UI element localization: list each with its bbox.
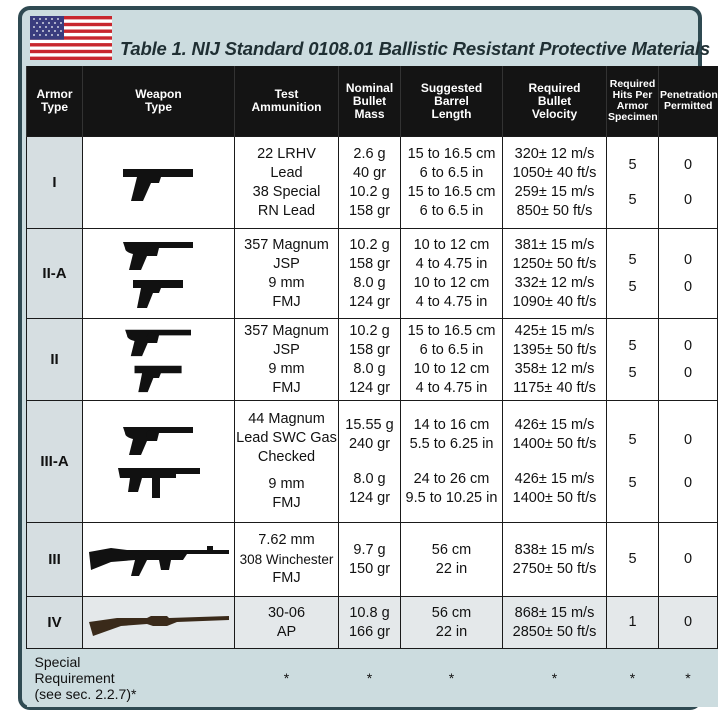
velocity-cell: 320± 12 m/s 1050± 40 ft/s 259± 15 m/s 850± 50 ft/s xyxy=(503,137,607,229)
special-mark: * xyxy=(401,649,503,707)
header-weapon-type: Weapon Type xyxy=(83,66,235,137)
us-flag-icon xyxy=(30,16,112,60)
table-row-type-i xyxy=(27,137,718,229)
armor-type-cell: III xyxy=(27,523,83,597)
hits-cell: 5 5 xyxy=(607,401,659,523)
hits-cell: 1 xyxy=(607,597,659,649)
header-penetrations-permitted: Penetrations Permitted xyxy=(659,66,718,137)
armor-type-cell: II xyxy=(27,319,83,401)
table-row-type-iii-a xyxy=(27,401,718,523)
hits-cell: 5 xyxy=(607,523,659,597)
velocity-cell: 426± 15 m/s 1400± 50 ft/s 426± 15 m/s 1400± 50 ft/s xyxy=(503,401,607,523)
header-bullet-mass: Nominal Bullet Mass xyxy=(339,66,401,137)
header-row xyxy=(27,66,718,137)
armor-type-cell: I xyxy=(27,137,83,229)
table-frame xyxy=(18,6,724,710)
mass-cell: 10.2 g 158 gr 8.0 g 124 gr xyxy=(339,319,401,401)
penetrations-cell: 0 0 xyxy=(659,401,718,523)
weapon-type-cell xyxy=(83,401,235,523)
velocity-cell: 868± 15 m/s 2850± 50 ft/s xyxy=(503,597,607,649)
revolver-icon xyxy=(121,326,197,358)
barrel-cell: 15 to 16.5 cm 6 to 6.5 in 15 to 16.5 cm 6 to 6.5 in xyxy=(401,137,503,229)
armor-type-cell: IV xyxy=(27,597,83,649)
special-mark: * xyxy=(607,649,659,707)
ammo-cell: 30-06 AP xyxy=(235,597,339,649)
ammo-cell: 7.62 mm 308 Winchester FMJ xyxy=(235,523,339,597)
penetrations-cell: 0 0 xyxy=(659,229,718,319)
weapon-type-cell xyxy=(83,137,235,229)
table-row-type-ii xyxy=(27,319,718,401)
special-mark: * xyxy=(659,649,718,707)
special-mark: * xyxy=(235,649,339,707)
pistol-icon xyxy=(131,276,187,310)
weapon-type-cell xyxy=(83,229,235,319)
mass-cell: 10.2 g 158 gr 8.0 g 124 gr xyxy=(339,229,401,319)
header-bullet-velocity: Required Bullet Velocity xyxy=(503,66,607,137)
penetrations-cell: 0 0 xyxy=(659,319,718,401)
barrel-cell: 10 to 12 cm 4 to 4.75 in 10 to 12 cm 4 to 4.75 in xyxy=(401,229,503,319)
pistol-icon xyxy=(131,362,187,394)
ammo-cell: 357 Magnum JSP 9 mm FMJ xyxy=(235,319,339,401)
mass-cell: 2.6 g 40 gr 10.2 g 158 gr xyxy=(339,137,401,229)
barrel-cell: 56 cm 22 in xyxy=(401,523,503,597)
ammo-cell: 357 Magnum JSP 9 mm FMJ xyxy=(235,229,339,319)
table-row-type-ii-a xyxy=(27,229,718,319)
special-mark: * xyxy=(503,649,607,707)
mass-cell: 9.7 g 150 gr xyxy=(339,523,401,597)
weapon-type-cell xyxy=(83,597,235,649)
weapon-type-cell xyxy=(83,523,235,597)
ammo-cell: 22 LRHV Lead 38 Special RN Lead xyxy=(235,137,339,229)
velocity-cell: 425± 15 m/s 1395± 50 ft/s 358± 12 m/s 1175± 40 ft/s xyxy=(503,319,607,401)
penetrations-cell: 0 xyxy=(659,597,718,649)
penetrations-cell: 0 xyxy=(659,523,718,597)
special-mark: * xyxy=(339,649,401,707)
submachine-gun-icon xyxy=(116,462,202,502)
revolver-icon xyxy=(121,238,197,272)
ammo-cell: 44 Magnum Lead SWC Gas Checked 9 mm FMJ xyxy=(235,401,339,523)
penetrations-cell: 0 0 xyxy=(659,137,718,229)
weapon-type-cell xyxy=(83,319,235,401)
mass-cell: 15.55 g 240 gr 8.0 g 124 gr xyxy=(339,401,401,523)
ballistic-table xyxy=(26,66,724,707)
special-requirement-label: Special Requirement (see sec. 2.2.7)* xyxy=(27,649,235,707)
table-row-type-iv xyxy=(27,597,718,649)
barrel-cell: 15 to 16.5 cm 6 to 6.5 in 10 to 12 cm 4 to 4.75 in xyxy=(401,319,503,401)
velocity-cell: 838± 15 m/s 2750± 50 ft/s xyxy=(503,523,607,597)
header-test-ammunition: Test Ammunition xyxy=(235,66,339,137)
revolver-icon xyxy=(121,422,197,458)
special-requirement-row xyxy=(27,649,718,707)
table-row-type-iii xyxy=(27,523,718,597)
barrel-cell: 14 to 16 cm 5.5 to 6.25 in 24 to 26 cm 9.5 to 10.25 in xyxy=(401,401,503,523)
armor-type-cell: III-A xyxy=(27,401,83,523)
header-hits-per-specimen: Required Hits Per Armor Specimen xyxy=(607,66,659,137)
header-barrel-length: Suggested Barrel Length xyxy=(401,66,503,137)
assault-rifle-icon xyxy=(87,540,231,580)
barrel-cell: 56 cm 22 in xyxy=(401,597,503,649)
mass-cell: 10.8 g 166 gr xyxy=(339,597,401,649)
velocity-cell: 381± 15 m/s 1250± 50 ft/s 332± 12 m/s 1090± 40 ft/s xyxy=(503,229,607,319)
hits-cell: 5 5 xyxy=(607,229,659,319)
pistol-icon xyxy=(121,163,197,203)
hits-cell: 5 5 xyxy=(607,319,659,401)
table-title: Table 1. NIJ Standard 0108.01 Ballistic Resistant Protective Materials xyxy=(120,38,710,59)
hits-cell: 5 5 xyxy=(607,137,659,229)
armor-type-cell: II-A xyxy=(27,229,83,319)
hunting-rifle-icon xyxy=(87,608,231,638)
header-armor-type: Armor Type xyxy=(27,66,83,137)
